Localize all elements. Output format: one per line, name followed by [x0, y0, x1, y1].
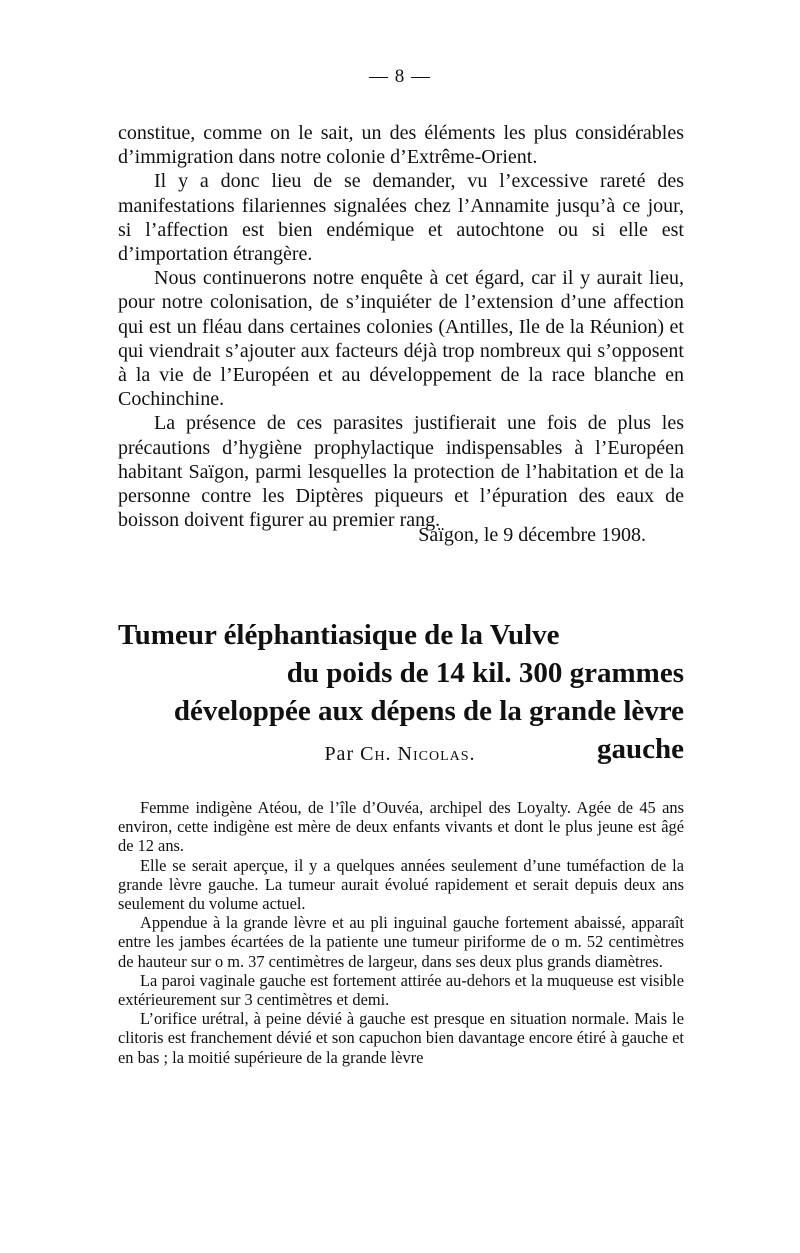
article-body [118, 798, 684, 1067]
paragraph: Nous continuerons notre enquête à cet égard, car il y aurait lieu, pour notre colonisation, de s’inquiéter de l’extension d’une affection qui est un fléau dans certaines colonies (Antilles, Ile de la Réunion) et qui viendrait s’ajouter aux facteurs déjà trop nombreux qui s’opposent à la vie de l’Européen et au développement de la race blanche en Cochinchine. [118, 267, 684, 411]
paragraph: Femme indigène Atéou, de l’île d’Ouvéa, archipel des Loyalty. Agée de 45 ans environ, cette indigène est mère de deux enfants vivants et dont le plus jeune est âgé de 12 ans. [118, 798, 684, 856]
paragraph: La présence de ces parasites justifierait une fois de plus les précautions d’hygiène prophylactique indispensables à l’Européen habitant Saïgon, parmi lesquelles la protection de l’habitation et de la personne contre les Diptères piqueurs et l’épuration des eaux de boisson doivent figurer au premier rang. [118, 412, 684, 532]
paragraph: Il y a donc lieu de se demander, vu l’excessive rareté des manifestations filariennes signalées chez l’Annamite jusqu’à ce jour, si l’affection est bien endémique et autochtone ou si elle est d’importation étrangère. [118, 170, 684, 266]
title-line: développée aux dépens de la grande lèvre gauche [173, 695, 684, 765]
byline [0, 743, 800, 766]
paragraph: constitue, comme on le sait, un des éléments les plus considérables d’immigration dans notre colonie d’Extrême-Orient. [118, 122, 684, 169]
paragraph: Elle se serait aperçue, il y a quelques années seulement d’une tuméfaction de la grande lèvre gauche. La tumeur aurait évolué rapidement et serait depuis deux ans seulement du volume actuel. [118, 855, 684, 914]
byline-prefix: Par [324, 743, 355, 765]
paragraph: L’orifice urétral, à peine dévié à gauche est presque en situation normale. Mais le clitoris est franchement dévié et son capuchon bien davantage encore étiré à gauche et en bas ; la moitié supérieure de la grande lèvre [118, 1009, 684, 1067]
title-line: Tumeur éléphantiasique de la Vulve [118, 619, 560, 651]
signoff-place-date: Saïgon, le 9 décembre 1908. [418, 524, 646, 546]
paragraph: La paroi vaginale gauche est fortement attirée au-dehors et la muqueuse est visible extérieurement sur 3 centimètres et demi. [118, 970, 684, 1010]
author-name: Ch. Nicolas. [360, 743, 476, 765]
page-number: — 8 — [369, 66, 431, 87]
title-line: du poids de 14 kil. 300 grammes [286, 657, 684, 689]
intro-section [118, 121, 684, 532]
paragraph: Appendue à la grande lèvre et au pli inguinal gauche fortement abaissé, apparaît entre les jambes écartées de la patiente une tumeur piriforme de o m. 52 centimètres de hauteur sur o m. 37 centimètres de largeur, dans ses deux plus grands diamètres. [118, 913, 684, 971]
